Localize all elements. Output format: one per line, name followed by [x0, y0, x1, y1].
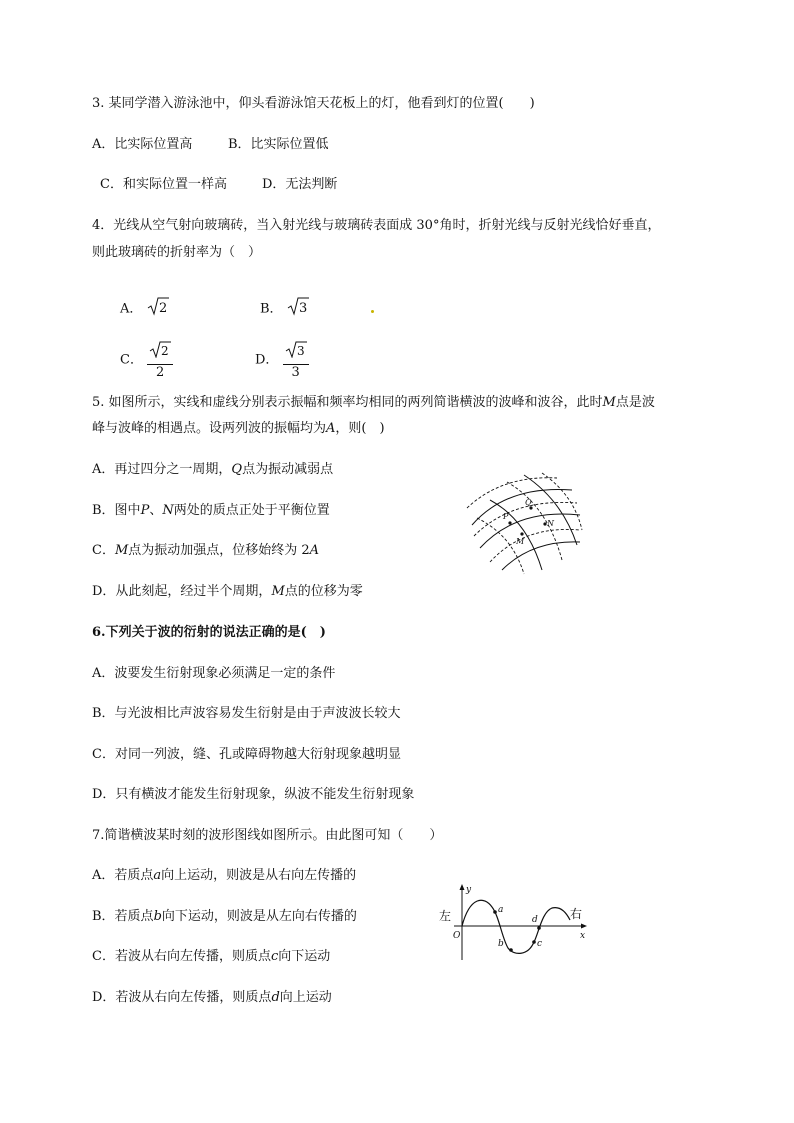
sqrt-symbol: [287, 296, 309, 322]
label-n: N: [547, 519, 554, 528]
q5-c-text: 点为振动加强点，位移始终为 2: [128, 543, 310, 558]
point-d: [537, 926, 541, 930]
q5-option-a: [92, 461, 333, 479]
q4-option-b-radicand: 3: [298, 301, 307, 316]
q7-a-text: A．若质点: [92, 868, 154, 883]
q5-a-text-end: 点为振动减弱点: [242, 462, 334, 477]
q4-option-a: [120, 296, 169, 322]
point-a: [493, 910, 497, 914]
q3-option-a: A．比实际位置高: [92, 137, 193, 152]
q6-option-b: B．与光波相比声波容易发生衍射是由于声波波长较大: [92, 706, 401, 721]
sqrt-symbol: [147, 296, 169, 322]
x-axis-arrow-icon: [581, 924, 587, 929]
q5-a-text: A．再过四分之一周期，: [92, 462, 232, 477]
q7-b-var: b: [153, 909, 162, 924]
radical-sign-icon: [287, 296, 309, 316]
label-m: M: [516, 537, 525, 546]
q7-stem: 7.简谐横波某时刻的波形图线如图所示。由此图可知（ ）: [92, 828, 443, 843]
q6-stem: 6.下列关于波的衍射的说法正确的是( ): [92, 625, 326, 640]
dashed-wave-trough-1: [467, 478, 557, 508]
dashed-wave-trough-3: [490, 529, 580, 562]
q5-b-sep: 、: [149, 503, 163, 518]
q7-c-text-end: 向下运动: [278, 949, 331, 964]
q5-d-var-m: M: [271, 584, 285, 599]
sine-wave-graph: [436, 882, 590, 962]
q5-b-text: B．图中: [92, 503, 141, 518]
q4-option-c-num-radicand: 2: [161, 344, 169, 358]
q5-stem-line2: [92, 420, 385, 438]
label-p: P: [503, 512, 509, 521]
q3-stem: 3. 某同学潜入游泳池中，仰头看游泳馆天花板上的灯，他看到灯的位置( ): [92, 96, 535, 111]
q5-c-label: C．: [92, 543, 115, 558]
point-p: [508, 521, 511, 524]
q5-stem-text: 5. 如图所示，实线和虚线分别表示振幅和频率均相同的两列简谐横波的波峰和波谷，此时: [92, 395, 603, 410]
q5-var-m: M: [602, 395, 616, 410]
q3-option-d: D．无法判断: [262, 177, 338, 192]
y-axis-arrow-icon: [460, 884, 465, 890]
q7-d-text: D．若波从右向左传播，则质点: [92, 990, 272, 1005]
stray-dot: [371, 310, 374, 313]
label-origin: O: [453, 931, 461, 941]
q7-d-text-end: 向上运动: [279, 990, 332, 1005]
q4-option-d-num-radicand: 3: [296, 344, 305, 358]
q4-option-a-label: A．: [120, 301, 143, 317]
point-m: [520, 532, 523, 535]
q5-stem-text-end: 点是波: [615, 395, 655, 410]
q7-option-a: [92, 867, 356, 885]
radical-sign-icon: [147, 296, 169, 316]
label-b: b: [498, 939, 504, 949]
wave-curve: [462, 900, 570, 953]
q7-d-var: d: [271, 990, 280, 1005]
solid-wave-crest-5: [490, 500, 542, 570]
q7-b-text: B．若质点: [92, 909, 154, 924]
q7-c-var: c: [270, 949, 279, 964]
q3-option-c: C．和实际位置一样高: [100, 177, 227, 192]
q6-option-a: A．波要发生衍射现象必须满足一定的条件: [92, 666, 336, 681]
q7-a-text-end: 向上运动，则波是从右向左传播的: [161, 868, 357, 883]
q4-option-c-label: C．: [120, 352, 143, 368]
radical-sign-icon: [149, 340, 171, 358]
q4-option-d-label: D．: [255, 352, 279, 368]
fraction-numerator: [283, 340, 309, 365]
solid-wave-crest-1: [472, 489, 572, 525]
q5-var-a: A: [326, 421, 336, 436]
q5-b-text-end: 两处的质点正处于平衡位置: [173, 503, 330, 518]
q5-c-var-m: M: [114, 543, 129, 558]
label-right: 右: [570, 907, 583, 921]
label-c: c: [537, 939, 543, 949]
fraction: [147, 340, 173, 381]
q4-stem-line1: 4．光线从空气射向玻璃砖，当入射光线与玻璃砖表面成 30°角时，折射光线与反射光线恰好垂直，: [92, 218, 661, 233]
point-b: [509, 948, 513, 952]
q6-option-c: C．对同一列波，缝、孔或障碍物越大衍射现象越明显: [92, 747, 401, 762]
q7-c-text: C．若波从右向左传播，则质点: [92, 949, 271, 964]
q5-b-var-n: N: [162, 503, 174, 518]
point-c: [532, 940, 536, 944]
q5-stem-line1: [92, 394, 655, 412]
fraction-numerator: [147, 340, 173, 365]
dashed-wave-trough-6: [477, 518, 524, 574]
q5-stem-line2-end: ，则( ): [335, 421, 385, 436]
q6-option-d: D．只有横波才能发生衍射现象，纵波不能发生衍射现象: [92, 787, 415, 802]
label-x: x: [580, 931, 586, 941]
radical-sign-icon: [285, 340, 307, 358]
q5-stem-line2-text: 峰与波峰的相遇点。设两列波的振幅均为: [92, 421, 327, 436]
q3-option-b: B．比实际位置低: [228, 137, 329, 152]
q4-option-b: [260, 296, 309, 322]
q5-a-var: Q: [231, 462, 243, 477]
q4-option-c-denominator: 2: [155, 365, 165, 380]
q5-option-d: [92, 583, 363, 601]
fraction: [283, 340, 309, 381]
label-d: d: [532, 915, 538, 925]
q4-option-c: [120, 340, 173, 381]
label-y: y: [466, 885, 472, 895]
q7-option-d: [92, 989, 332, 1007]
q4-option-d: [255, 340, 309, 381]
q4-stem-line2: 则此玻璃砖的折射率为（ ）: [92, 245, 262, 260]
q5-d-text-end: 点的位移为零: [284, 584, 363, 599]
wave-interference-diagram: [462, 470, 584, 576]
q7-option-b: [92, 908, 357, 926]
q5-option-b: [92, 502, 330, 520]
q7-a-var: a: [153, 868, 162, 883]
q4-option-d-denominator: 3: [291, 365, 300, 380]
q5-d-text: D．从此刻起，经过半个周期，: [92, 584, 272, 599]
q5-b-var-p: P: [140, 503, 150, 518]
label-q: Q: [525, 498, 532, 507]
q5-option-c: [92, 542, 319, 560]
q4-option-a-radicand: 2: [158, 301, 167, 316]
q7-option-c: [92, 948, 330, 966]
q4-option-b-label: B．: [260, 301, 283, 317]
q7-b-text-end: 向下运动，则波是从左向右传播的: [161, 909, 357, 924]
label-left: 左: [439, 909, 452, 923]
q5-c-var-a: A: [309, 543, 320, 558]
label-a: a: [498, 905, 504, 915]
